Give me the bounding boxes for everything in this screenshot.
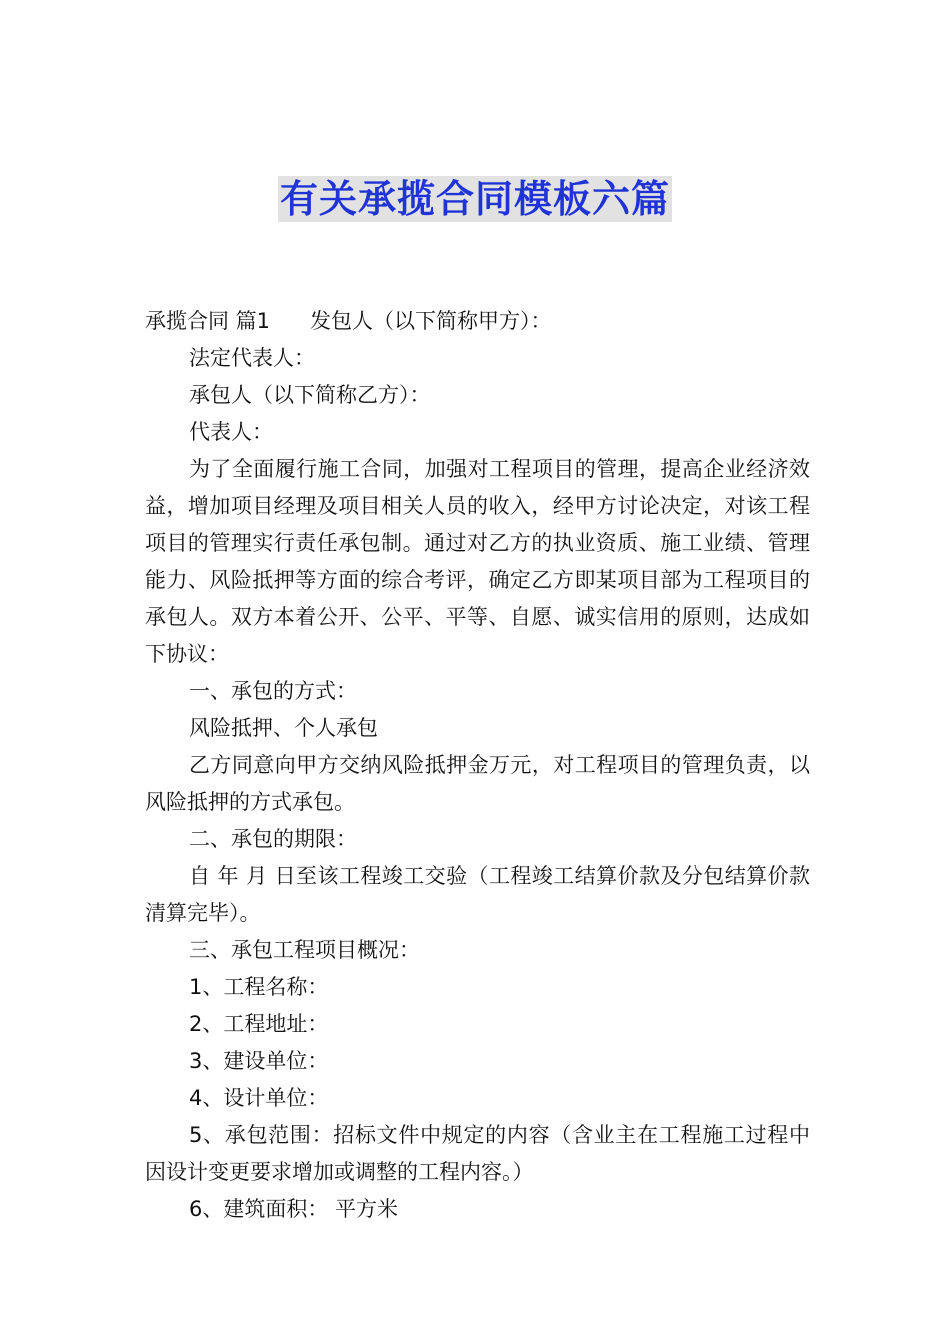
paragraph: 承包人（以下简称乙方）： — [189, 383, 431, 407]
paragraph: 自 年 月 日至该工程竣工交验（工程竣工结算价款及分包结算价款清算完毕）。 — [145, 864, 810, 925]
paragraph: 一、承包的方式： — [189, 679, 357, 703]
document-body — [145, 303, 810, 1228]
paragraph: 二、承包的期限： — [189, 827, 357, 851]
paragraph: 3、建设单位： — [189, 1049, 329, 1073]
intro-paragraph — [145, 303, 810, 340]
paragraph: 2、工程地址： — [189, 1012, 329, 1036]
paragraph: 4、设计单位： — [189, 1086, 329, 1110]
paragraph: 乙方同意向甲方交纳风险抵押金万元，对工程项目的管理负责，以风险抵押的方式承包。 — [145, 753, 810, 814]
title-container — [0, 176, 950, 222]
paragraph: 代表人： — [189, 420, 273, 444]
intro-text: 发包人（以下简称甲方）： — [310, 309, 552, 333]
paragraph: 风险抵押、个人承包 — [189, 716, 378, 740]
paragraph: 6、建筑面积： 平方米 — [189, 1197, 399, 1221]
paragraph: 5、承包范围：招标文件中规定的内容（含业主在工程施工过程中因设计变更要求增加或调整的工程内容。） — [145, 1123, 810, 1184]
document-title: 有关承揽合同模板六篇 — [279, 177, 670, 221]
paragraph: 为了全面履行施工合同，加强对工程项目的管理，提高企业经济效益，增加项目经理及项目相关人员的收入，经甲方讨论决定，对该工程项目的管理实行责任承包制。通过对乙方的执业资质、施工业绩、管理能力、风险抵押等方面的综合考评，确定乙方即某项目部为工程项目的承包人。双方本着公开、公平、平等、自愿、诚实信用的原则，达成如下协议： — [145, 457, 810, 666]
paragraph: 1、工程名称： — [189, 975, 329, 999]
paragraph: 法定代表人： — [189, 346, 315, 370]
paragraph: 三、承包工程项目概况： — [189, 938, 420, 962]
section-label: 承揽合同 篇1 — [145, 309, 271, 333]
